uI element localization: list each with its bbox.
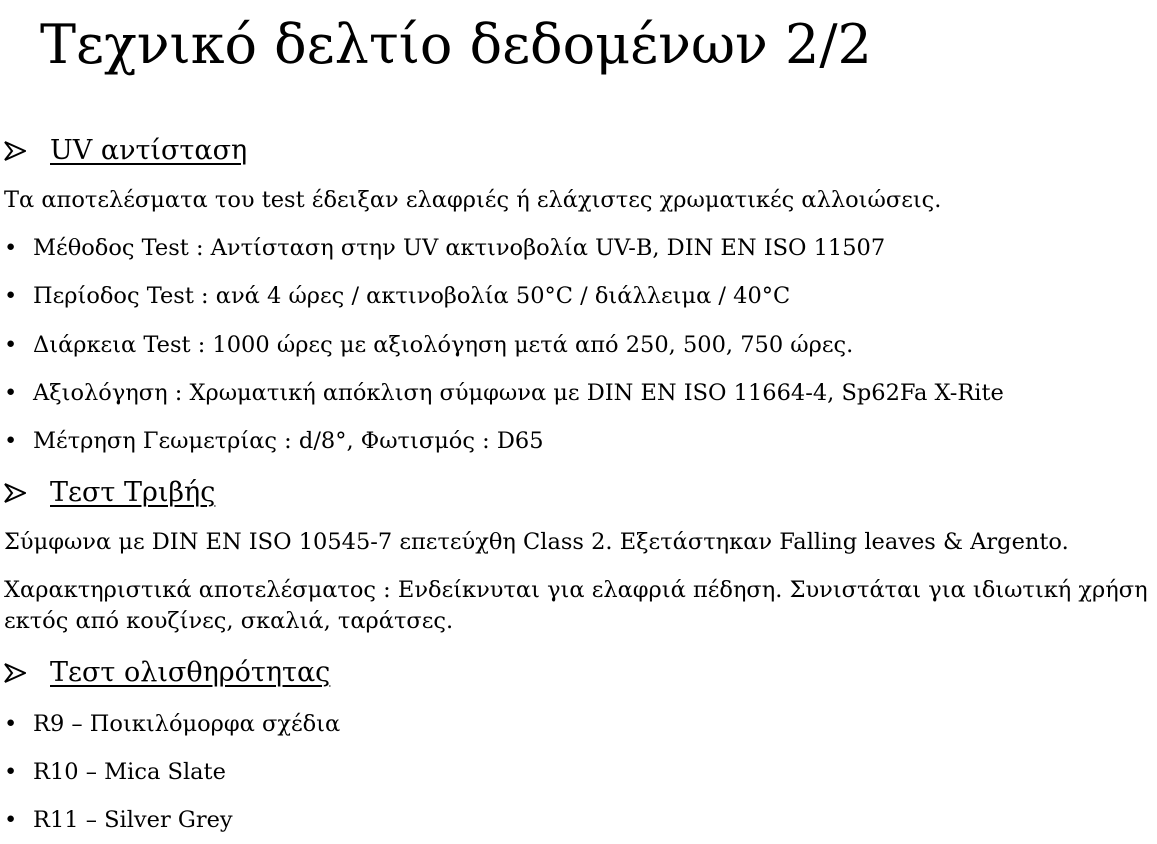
list-item [4, 378, 1004, 409]
arrowhead-bullet-icon [4, 663, 50, 683]
list-item [4, 233, 885, 264]
page-title: Τεχνικό δελτίο δεδομένων 2/2 [40, 13, 872, 76]
list-item-text: Μέθοδος Test : Αντίσταση στην UV ακτινοβολία UV-B, DIN EN ISO 11507 [33, 235, 886, 261]
list-item-text: Περίοδος Test : ανά 4 ώρες / ακτινοβολία 50°C / διάλλειμα / 40°C [33, 283, 791, 309]
bullet-dot-icon: • [4, 332, 18, 358]
list-item [4, 426, 544, 457]
bullet-dot-icon: • [4, 235, 18, 261]
uv-intro-text: Τα αποτελέσματα του test έδειξαν ελαφριές ή ελάχιστες χρωματικές αλλοιώσεις. [4, 187, 942, 213]
list-item [4, 805, 233, 836]
section-heading-friction [4, 475, 215, 511]
list-item [4, 281, 790, 312]
list-item [4, 709, 340, 740]
bullet-dot-icon: • [4, 283, 18, 309]
section-heading-text: UV αντίσταση [50, 135, 248, 166]
bullet-dot-icon: • [4, 759, 18, 785]
section-heading-text: Τεστ ολισθηρότητας [50, 657, 331, 688]
friction-result-paragraph: Χαρακτηριστικά αποτελέσματος : Ενδείκνυται για ελαφριά πέδηση. Συνιστάται για ιδιωτική χρήση εκτός από κουζίνες, σκαλιά, ταράτσες. [4, 577, 1148, 634]
list-item-text: R11 – Silver Grey [33, 807, 233, 833]
bullet-dot-icon: • [4, 711, 18, 737]
list-item-text: Αξιολόγηση : Χρωματική απόκλιση σύμφωνα με DIN EN ISO 11664-4, Sp62Fa X-Rite [33, 380, 1004, 406]
list-item-text: R9 – Ποικιλόμορφα σχέδια [33, 711, 341, 737]
bullet-dot-icon: • [4, 807, 18, 833]
list-item-text: Διάρκεια Test : 1000 ώρες με αξιολόγηση μετά από 250, 500, 750 ώρες. [33, 332, 854, 358]
section-heading-uv [4, 133, 247, 169]
section-heading-text: Τεστ Τριβής [50, 477, 216, 508]
list-item-text: Μέτρηση Γεωμετρίας : d/8°, Φωτισμός : D65 [33, 428, 544, 454]
list-item [4, 757, 226, 788]
list-item-text: R10 – Mica Slate [33, 759, 226, 785]
arrowhead-bullet-icon [4, 483, 50, 503]
friction-paragraph: Σύμφωνα με DIN EN ISO 10545-7 επετεύχθη Class 2. Εξετάστηκαν Falling leaves & Argento. [4, 529, 1069, 555]
bullet-dot-icon: • [4, 380, 18, 406]
list-item [4, 330, 853, 361]
section-heading-slip [4, 655, 330, 691]
bullet-dot-icon: • [4, 428, 18, 454]
arrowhead-bullet-icon [4, 141, 50, 161]
